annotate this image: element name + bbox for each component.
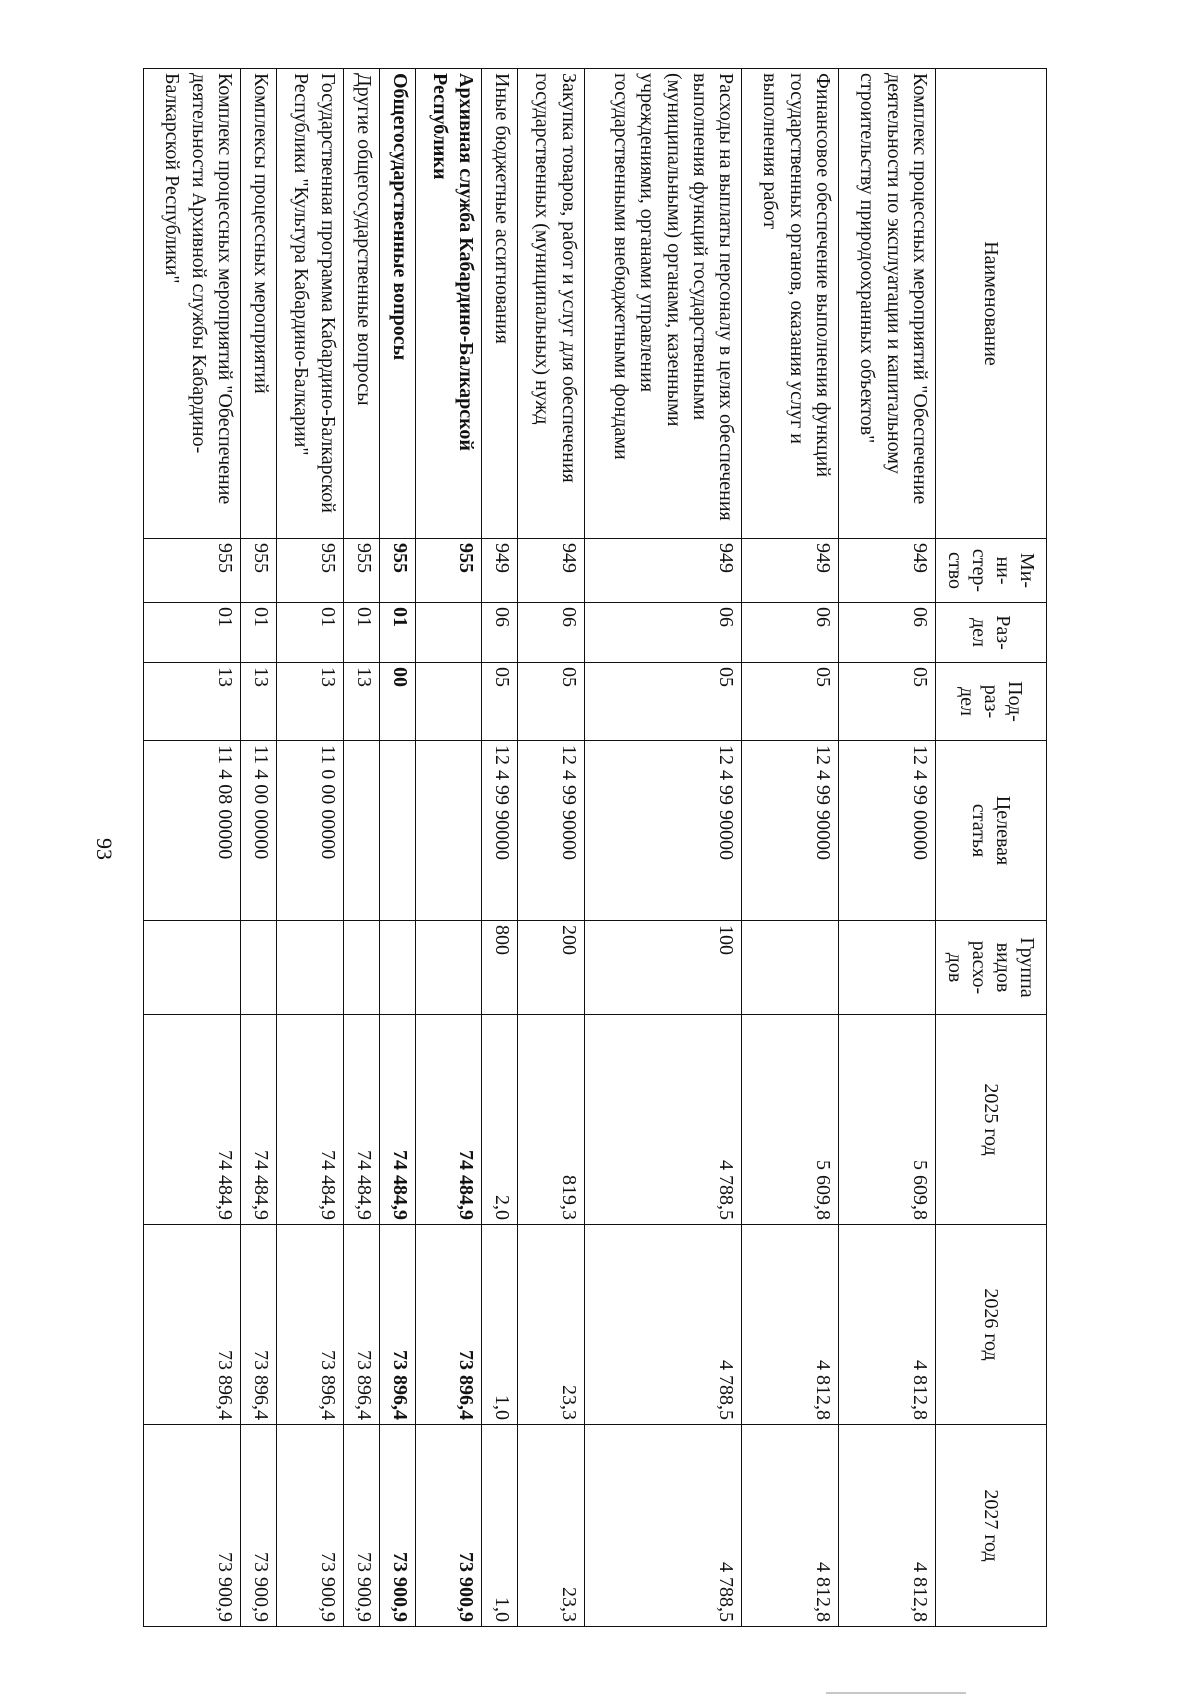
header-name: Наименование	[936, 69, 1047, 539]
cell-ministry: 949	[584, 539, 742, 603]
cell-name: Комплекс процессных мероприятий "Обеспечение деятельности по эксплуатации и капитальному строительству природоохранных объектов"	[839, 69, 936, 539]
cell-ministry: 949	[482, 539, 518, 603]
cell-y2027: 73 900,9	[379, 1425, 415, 1627]
cell-y2025: 74 484,9	[379, 1015, 415, 1225]
cell-subsection: 13	[277, 663, 343, 741]
cell-section: 01	[277, 603, 343, 663]
cell-ministry: 955	[415, 539, 481, 603]
header-subsection: Под- раз- дел	[936, 663, 1047, 741]
cell-name: Государственная программа Кабардино-Балкарской Республики "Культура Кабардино-Балкарии"	[277, 69, 343, 539]
cell-name: Общегосударственные вопросы	[379, 69, 415, 539]
cell-group	[343, 921, 379, 1015]
cell-y2026: 73 896,4	[379, 1225, 415, 1425]
cell-section: 01	[343, 603, 379, 663]
cell-y2025: 74 484,9	[343, 1015, 379, 1225]
cell-subsection: 05	[584, 663, 742, 741]
cell-ministry: 955	[144, 539, 241, 603]
cell-name: Комплексы процессных мероприятий	[240, 69, 276, 539]
budget-table	[143, 68, 1047, 1627]
table-row	[240, 69, 276, 1627]
header-section: Раз- дел	[936, 603, 1047, 663]
cell-y2027: 73 900,9	[415, 1425, 481, 1627]
cell-ministry: 955	[240, 539, 276, 603]
cell-section: 01	[144, 603, 241, 663]
cell-y2026: 73 896,4	[277, 1225, 343, 1425]
header-ministry: Ми- ни- стер- ство	[936, 539, 1047, 603]
cell-section: 06	[482, 603, 518, 663]
cell-subsection: 13	[144, 663, 241, 741]
cell-name: Архивная служба Кабардино-Балкарской Республики	[415, 69, 481, 539]
cell-ministry: 955	[379, 539, 415, 603]
cell-y2027: 23,3	[518, 1425, 584, 1627]
cell-y2026: 73 896,4	[240, 1225, 276, 1425]
cell-target: 11 4 08 00000	[144, 741, 241, 921]
cell-y2025: 74 484,9	[240, 1015, 276, 1225]
cell-name: Иные бюджетные ассигнования	[482, 69, 518, 539]
cell-group	[277, 921, 343, 1015]
cell-group	[144, 921, 241, 1015]
cell-target	[343, 741, 379, 921]
table-row	[482, 69, 518, 1627]
table-row	[839, 69, 936, 1627]
table-row	[518, 69, 584, 1627]
cell-ministry: 949	[742, 539, 839, 603]
cell-group: 800	[482, 921, 518, 1015]
table-header-row	[936, 69, 1047, 1627]
cell-section: 01	[379, 603, 415, 663]
cell-section	[415, 603, 481, 663]
cell-ministry: 955	[343, 539, 379, 603]
cell-subsection	[415, 663, 481, 741]
cell-y2027: 4 812,8	[839, 1425, 936, 1627]
cell-subsection: 13	[240, 663, 276, 741]
cell-subsection: 05	[482, 663, 518, 741]
cell-ministry: 949	[518, 539, 584, 603]
cell-y2026: 73 896,4	[144, 1225, 241, 1425]
cell-name: Финансовое обеспечение выполнения функций государственных органов, оказания услуг и выполнения работ	[742, 69, 839, 539]
cell-y2025: 5 609,8	[839, 1015, 936, 1225]
cell-subsection: 05	[839, 663, 936, 741]
cell-group: 100	[584, 921, 742, 1015]
cell-y2027: 4 812,8	[742, 1425, 839, 1627]
cell-y2025: 2,0	[482, 1015, 518, 1225]
cell-name: Расходы на выплаты персоналу в целях обеспечения выполнения функций государственными (муниципальными) органами, казенными учреждениями, органами управления государственными внебюджетными фондами	[584, 69, 742, 539]
table-row	[277, 69, 343, 1627]
cell-y2027: 73 900,9	[343, 1425, 379, 1627]
cell-name: Другие общегосударственные вопросы	[343, 69, 379, 539]
cell-y2026: 73 896,4	[343, 1225, 379, 1425]
cell-subsection: 13	[343, 663, 379, 741]
cell-y2025: 5 609,8	[742, 1015, 839, 1225]
cell-y2026: 73 896,4	[415, 1225, 481, 1425]
cell-y2027: 4 788,5	[584, 1425, 742, 1627]
table-row	[343, 69, 379, 1627]
header-target: Целевая статья	[936, 741, 1047, 921]
cell-group	[240, 921, 276, 1015]
cell-section: 06	[742, 603, 839, 663]
cell-y2026: 4 812,8	[742, 1225, 839, 1425]
cell-section: 01	[240, 603, 276, 663]
cell-target	[379, 741, 415, 921]
cell-subsection: 05	[518, 663, 584, 741]
cell-y2026: 1,0	[482, 1225, 518, 1425]
cell-target: 11 0 00 00000	[277, 741, 343, 921]
cell-y2027: 73 900,9	[277, 1425, 343, 1627]
page-number: 93	[92, 838, 117, 860]
cell-target: 12 4 99 90000	[584, 741, 742, 921]
cell-section: 06	[518, 603, 584, 663]
cell-target: 12 4 99 90000	[482, 741, 518, 921]
cell-group	[742, 921, 839, 1015]
table-row	[379, 69, 415, 1627]
cell-group	[415, 921, 481, 1015]
cell-section: 06	[584, 603, 742, 663]
cell-y2025: 74 484,9	[144, 1015, 241, 1225]
cell-target: 12 4 99 90000	[742, 741, 839, 921]
cell-target: 12 4 99 00000	[839, 741, 936, 921]
cell-y2026: 23,3	[518, 1225, 584, 1425]
cell-group: 200	[518, 921, 584, 1015]
cell-target	[415, 741, 481, 921]
cell-y2025: 819,3	[518, 1015, 584, 1225]
cell-y2025: 74 484,9	[415, 1015, 481, 1225]
cell-ministry: 949	[839, 539, 936, 603]
cell-y2026: 4 788,5	[584, 1225, 742, 1425]
table-body	[144, 69, 936, 1627]
cell-group	[379, 921, 415, 1015]
cell-name: Комплекс процессных мероприятий "Обеспечение деятельности Архивной службы Кабардино-Балкарской Республики"	[144, 69, 241, 539]
cell-section: 06	[839, 603, 936, 663]
cell-y2025: 74 484,9	[277, 1015, 343, 1225]
cell-y2027: 73 900,9	[144, 1425, 241, 1627]
cell-y2027: 1,0	[482, 1425, 518, 1627]
header-2026: 2026 год	[936, 1225, 1047, 1425]
rotated-table-wrapper	[143, 68, 1047, 1626]
header-2025: 2025 год	[936, 1015, 1047, 1225]
table-row	[415, 69, 481, 1627]
cell-subsection: 05	[742, 663, 839, 741]
cell-target: 11 4 00 00000	[240, 741, 276, 921]
cell-y2027: 73 900,9	[240, 1425, 276, 1627]
table-row	[742, 69, 839, 1627]
table-row	[584, 69, 742, 1627]
table-row	[144, 69, 241, 1627]
cell-subsection: 00	[379, 663, 415, 741]
scan-edge-line	[826, 1692, 966, 1694]
header-group: Группа видов расхо- дов	[936, 921, 1047, 1015]
cell-name: Закупка товаров, работ и услуг для обеспечения государственных (муниципальных) нужд	[518, 69, 584, 539]
header-2027: 2027 год	[936, 1425, 1047, 1627]
cell-y2026: 4 812,8	[839, 1225, 936, 1425]
cell-group	[839, 921, 936, 1015]
cell-y2025: 4 788,5	[584, 1015, 742, 1225]
cell-ministry: 955	[277, 539, 343, 603]
cell-target: 12 4 99 90000	[518, 741, 584, 921]
